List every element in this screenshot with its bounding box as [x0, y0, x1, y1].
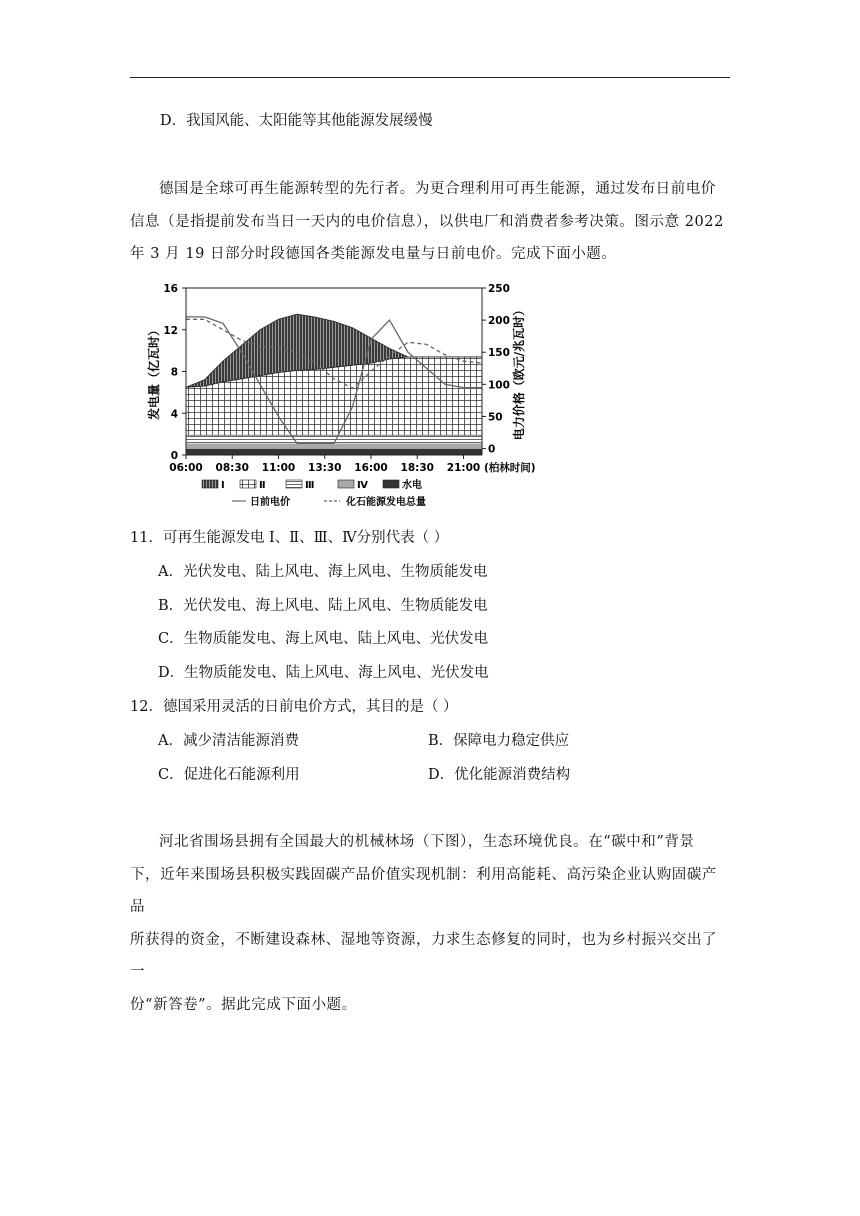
intro-paragraph-germany [130, 173, 730, 271]
q11-option-a[interactable]: A．光伏发电、陆上风电、海上风电、生物质能发电 [158, 564, 488, 580]
legend-label-fossil: 化石能源发电总量 [346, 497, 426, 508]
y-left-tick-label: 4 [170, 408, 178, 421]
legend-swatch-I [202, 480, 218, 488]
right-axis-label: 电力价格（欧元/兆瓦时） [512, 303, 526, 441]
q12-option-b[interactable]: B．保障电力稳定供应 [428, 733, 570, 749]
intro-line: 年 3 月 19 日部分时段德国各类能源发电量与日前电价。完成下面小题。 [130, 246, 617, 262]
intro-line: 德国是全球可再生能源转型的先行者。为更合理利用可再生能源，通过发布日前电价 [159, 181, 716, 197]
header-rule [130, 77, 730, 78]
q12-option-c[interactable]: C．促进化石能源利用 [158, 767, 300, 783]
q12-option-a[interactable]: A．减少清洁能源消费 [158, 733, 299, 749]
y-right-tick-label: 200 [488, 315, 510, 328]
q12-option-d[interactable]: D．优化能源消费结构 [428, 767, 571, 783]
y-right-tick-label: 250 [488, 283, 510, 295]
x-tick-label: 06:00 [169, 462, 203, 474]
plot-area [186, 314, 482, 455]
intro-line: 份“新答卷”。据此完成下面小题。 [130, 996, 357, 1013]
legend-label-IV: Ⅳ [357, 480, 368, 491]
question-12-stem: 12．德国采用灵活的日前电价方式，其目的是（ ） [130, 699, 458, 715]
q11-option-d[interactable]: D．生物质能发电、陆上风电、海上风电、光伏发电 [158, 665, 489, 681]
legend-label-I: Ⅰ [221, 480, 225, 491]
legend-label-hydro: 水电 [402, 480, 422, 491]
y-left-tick-label: 0 [170, 450, 178, 462]
intro-line: 河北省围场县拥有全国最大的机械林场（下图），生态环境优良。在“碳中和”背景 [159, 834, 695, 850]
energy-generation-chart [140, 280, 560, 512]
y-right-tick-label: 0 [488, 443, 496, 456]
question-11-stem: 11．可再生能源发电 I、Ⅱ、Ⅲ、Ⅳ分别代表（ ） [130, 530, 449, 546]
intro-line: 下，近年来围场县积极实践固碳产品价值实现机制：利用高能耗、高污染企业认购固碳产品 [130, 866, 717, 915]
q11-option-b[interactable]: B．光伏发电、海上风电、陆上风电、生物质能发电 [158, 598, 488, 614]
area-IV [186, 444, 482, 449]
q11-option-c[interactable]: C．生物质能发电、海上风电、陆上风电、光伏发电 [158, 631, 489, 647]
x-tick-label: 08:30 [215, 462, 249, 474]
area-hydro [186, 449, 482, 455]
legend-swatch-hydro [383, 480, 399, 488]
intro-line: 信息（是指提前发布当日一天内的电价信息），以供电厂和消费者参考决策。图示意 2022 [130, 213, 724, 230]
x-tick-label: 16:00 [354, 462, 388, 474]
legend-swatch-III [286, 480, 302, 488]
legend-label-price: 日前电价 [250, 497, 290, 508]
x-tick-label: 21:00 [446, 462, 481, 474]
y-right-tick-label: 100 [488, 379, 510, 392]
previous-question-option-d: D．我国风能、太阳能等其他能源发展缓慢 [160, 113, 433, 129]
x-tick-label: 13:30 [308, 462, 342, 474]
left-axis-label: 发电量（亿瓦时） [147, 323, 161, 421]
y-right-tick-label: 150 [488, 347, 510, 360]
legend-swatch-II [240, 480, 256, 488]
x-tick-label: 18:30 [400, 462, 434, 474]
x-axis-unit-label: (柏林时间) [484, 462, 536, 474]
intro-line: 所获得的资金，不断建设森林、湿地等资源，力求生态修复的同时，也为乡村振兴交出了一 [130, 931, 717, 980]
y-left-tick-label: 12 [163, 324, 178, 337]
y-left-tick-label: 8 [170, 366, 178, 379]
y-left-tick-label: 16 [163, 283, 178, 295]
intro-paragraph-weichang [130, 826, 730, 1021]
legend-swatch-IV [338, 480, 354, 488]
x-tick-label: 11:00 [261, 462, 296, 474]
legend-label-II: Ⅱ [259, 480, 266, 491]
y-right-tick-label: 50 [488, 411, 503, 424]
chart-legend [202, 478, 426, 508]
legend-label-III: Ⅲ [305, 480, 315, 491]
